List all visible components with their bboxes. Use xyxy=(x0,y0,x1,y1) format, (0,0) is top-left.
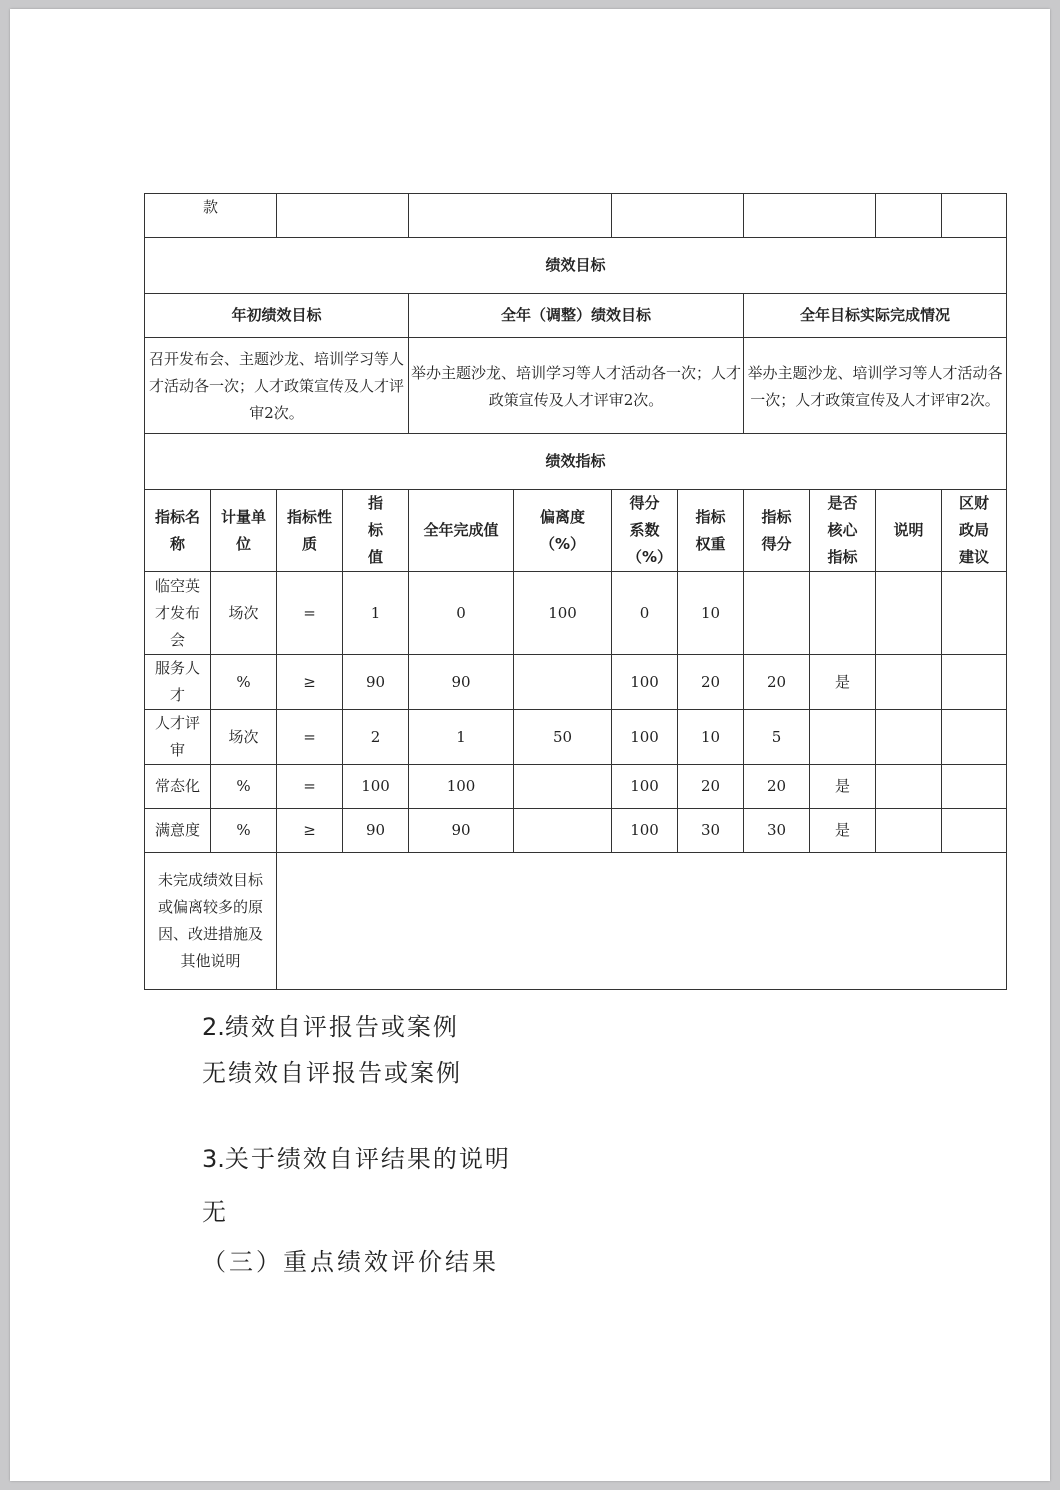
cell-core: 是 xyxy=(810,809,876,853)
cell-note xyxy=(876,809,942,853)
indicator-header-row xyxy=(145,490,1007,572)
continuation-cell xyxy=(277,194,409,238)
header-cell: 全年完成值 xyxy=(409,490,514,572)
cell-core: 是 xyxy=(810,765,876,809)
cell-completed: 100 xyxy=(409,765,514,809)
cell-nature: ≥ xyxy=(277,809,343,853)
section-3-body: 无 xyxy=(202,1198,228,1226)
continuation-label: 款 xyxy=(145,194,277,238)
continuation-cell xyxy=(744,194,876,238)
cell-suggestion xyxy=(942,765,1007,809)
header-cell: 偏离度（%） xyxy=(514,490,612,572)
cell-deviation xyxy=(514,809,612,853)
continuation-cell xyxy=(612,194,744,238)
remarks-label: 未完成绩效目标或偏离较多的原因、改进措施及其他说明 xyxy=(145,853,277,990)
header-cell: 指标得分 xyxy=(744,490,810,572)
cell-weight: 10 xyxy=(678,710,744,765)
remarks-value xyxy=(277,853,1007,990)
cell-suggestion xyxy=(942,710,1007,765)
cell-indicator-name: 人才评审 xyxy=(145,710,211,765)
cell-coefficient: 100 xyxy=(612,655,678,710)
section-header-indicators: 绩效指标 xyxy=(145,434,1007,490)
section-2-number: 2. xyxy=(202,1013,225,1041)
cell-score: 30 xyxy=(744,809,810,853)
header-cell: 区财政局建议 xyxy=(942,490,1007,572)
header-cell: 是否核心指标 xyxy=(810,490,876,572)
cell-weight: 30 xyxy=(678,809,744,853)
cell-weight: 20 xyxy=(678,765,744,809)
header-cell: 指标权重 xyxy=(678,490,744,572)
performance-table xyxy=(144,193,1007,990)
header-cell: 计量单位 xyxy=(211,490,277,572)
cell-completed: 1 xyxy=(409,710,514,765)
cell-deviation: 100 xyxy=(514,572,612,655)
cell-score: 5 xyxy=(744,710,810,765)
cell-target: 90 xyxy=(343,655,409,710)
cell-deviation xyxy=(514,655,612,710)
header-cell: 得分系数（%） xyxy=(612,490,678,572)
cell-coefficient: 100 xyxy=(612,710,678,765)
cell-nature: = xyxy=(277,710,343,765)
cell-completed: 90 xyxy=(409,809,514,853)
cell-suggestion xyxy=(942,655,1007,710)
continuation-cell xyxy=(409,194,612,238)
table-row xyxy=(145,710,1007,765)
cell-nature: ≥ xyxy=(277,655,343,710)
cell-indicator-name: 服务人才 xyxy=(145,655,211,710)
section-3-title: 关于绩效自评结果的说明 xyxy=(224,1145,511,1173)
cell-nature: = xyxy=(277,765,343,809)
cell-core: 是 xyxy=(810,655,876,710)
cell-note xyxy=(876,572,942,655)
cell-coefficient: 100 xyxy=(612,765,678,809)
cell-unit: % xyxy=(211,655,277,710)
continuation-row xyxy=(145,194,1007,238)
cell-weight: 20 xyxy=(678,655,744,710)
cell-note xyxy=(876,655,942,710)
goal-header-actual: 全年目标实际完成情况 xyxy=(744,294,1007,338)
cell-unit: 场次 xyxy=(211,572,277,655)
section-4-heading: （三）重点绩效评价结果 xyxy=(202,1248,499,1276)
cell-target: 2 xyxy=(343,710,409,765)
cell-note xyxy=(876,710,942,765)
header-cell: 说明 xyxy=(876,490,942,572)
cell-core xyxy=(810,572,876,655)
cell-target: 90 xyxy=(343,809,409,853)
cell-deviation: 50 xyxy=(514,710,612,765)
table-row xyxy=(145,655,1007,710)
cell-completed: 90 xyxy=(409,655,514,710)
cell-indicator-name: 常态化 xyxy=(145,765,211,809)
goal-text-adjusted: 举办主题沙龙、培训学习等人才活动各一次；人才政策宣传及人才评审2次。 xyxy=(409,338,744,434)
table-row xyxy=(145,765,1007,809)
cell-target: 100 xyxy=(343,765,409,809)
cell-coefficient: 100 xyxy=(612,809,678,853)
cell-unit: 场次 xyxy=(211,710,277,765)
cell-suggestion xyxy=(942,809,1007,853)
cell-nature: = xyxy=(277,572,343,655)
goal-text-actual: 举办主题沙龙、培训学习等人才活动各一次；人才政策宣传及人才评审2次。 xyxy=(744,338,1007,434)
cell-core xyxy=(810,710,876,765)
goal-header-adjusted: 全年（调整）绩效目标 xyxy=(409,294,744,338)
header-cell: 指标性质 xyxy=(277,490,343,572)
cell-weight: 10 xyxy=(678,572,744,655)
continuation-cell xyxy=(942,194,1007,238)
section-2-heading xyxy=(202,1007,459,1042)
header-cell: 指标值 xyxy=(343,490,409,572)
cell-indicator-name: 满意度 xyxy=(145,809,211,853)
section-header-goals: 绩效目标 xyxy=(145,238,1007,294)
cell-target: 1 xyxy=(343,572,409,655)
goal-header-initial: 年初绩效目标 xyxy=(145,294,409,338)
section-2-title: 绩效自评报告或案例 xyxy=(224,1013,459,1041)
cell-unit: % xyxy=(211,765,277,809)
section-3-heading xyxy=(202,1139,511,1174)
cell-score: 20 xyxy=(744,765,810,809)
cell-suggestion xyxy=(942,572,1007,655)
cell-score xyxy=(744,572,810,655)
cell-note xyxy=(876,765,942,809)
cell-deviation xyxy=(514,765,612,809)
cell-score: 20 xyxy=(744,655,810,710)
goal-text-initial: 召开发布会、主题沙龙、培训学习等人才活动各一次；人才政策宣传及人才评审2次。 xyxy=(145,338,409,434)
cell-unit: % xyxy=(211,809,277,853)
continuation-cell xyxy=(876,194,942,238)
cell-coefficient: 0 xyxy=(612,572,678,655)
cell-completed: 0 xyxy=(409,572,514,655)
section-3-number: 3. xyxy=(202,1145,225,1173)
document-page xyxy=(10,9,1050,1481)
section-2-body: 无绩效自评报告或案例 xyxy=(202,1059,462,1087)
cell-indicator-name: 临空英才发布会 xyxy=(145,572,211,655)
table-row xyxy=(145,572,1007,655)
header-cell: 指标名称 xyxy=(145,490,211,572)
table-row xyxy=(145,809,1007,853)
